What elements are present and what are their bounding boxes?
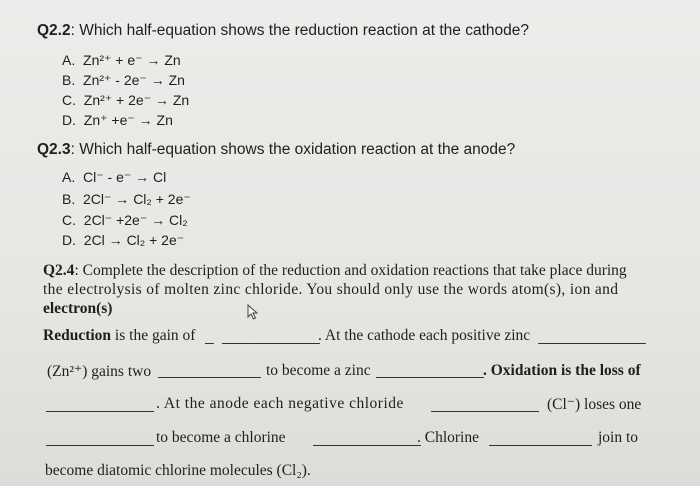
- q23-option-a-letter: A.: [62, 169, 76, 185]
- q22-option-a-text: Zn²⁺ + e⁻ → Zn: [83, 52, 181, 68]
- q23-question: [37, 141, 515, 159]
- q23-text: : Which half-equation shows the oxidation reaction at the anode?: [70, 141, 516, 158]
- q24-intro-line-2: the electrolysis of molten zinc chloride. You should only use the words atom(s), ion and: [43, 281, 619, 298]
- reduction-word: Reduction: [43, 327, 112, 344]
- q23-option-d-text: 2Cl → Cl₂ + 2e⁻: [83, 232, 185, 248]
- answer-blank-9[interactable]: [489, 445, 592, 446]
- answer-blank-3[interactable]: [158, 377, 261, 378]
- q23-option-b-text: 2Cl⁻ → Cl₂ + 2e⁻: [83, 191, 191, 207]
- q22-option-c-text: Zn²⁺ + 2e⁻ → Zn: [83, 92, 190, 108]
- final-sentence: become diatomic chlorine molecules (Cl₂).: [45, 462, 311, 479]
- to-become-chlorine-text: to become a chlorine: [156, 429, 286, 446]
- q23-number: Q2.3: [37, 141, 71, 158]
- q24-intro-line-1: [43, 262, 627, 280]
- q23-option-a[interactable]: [62, 169, 166, 186]
- oxidation-sentence: [483, 362, 641, 380]
- is-gain-of-text: is the gain of: [111, 327, 196, 344]
- q22-option-d-letter: D.: [62, 112, 76, 128]
- anode-text: . At the anode each negative chloride: [156, 395, 404, 412]
- answer-blank-6[interactable]: [431, 411, 539, 412]
- q22-text: : Which half-equation shows the reduction reaction at the cathode?: [70, 22, 530, 39]
- q23-option-b[interactable]: [62, 191, 191, 208]
- answer-blank-1a[interactable]: [205, 343, 214, 344]
- q23-option-c[interactable]: [62, 212, 188, 229]
- q23-option-d[interactable]: [62, 232, 184, 249]
- mouse-cursor-icon: [246, 304, 260, 320]
- q22-option-b-letter: B.: [62, 72, 76, 88]
- q22-option-c-letter: C.: [62, 92, 76, 108]
- to-become-zinc-text: to become a zinc: [266, 362, 371, 379]
- answer-blank-5[interactable]: [46, 411, 154, 412]
- q22-number: Q2.2: [37, 22, 71, 39]
- answer-blank-7[interactable]: [46, 445, 154, 446]
- answer-blank-8[interactable]: [313, 445, 421, 446]
- q22-option-a[interactable]: [62, 52, 181, 69]
- q23-option-b-letter: B.: [62, 191, 76, 207]
- q22-option-b-text: Zn²⁺ - 2e⁻ → Zn: [83, 72, 185, 88]
- q22-option-b[interactable]: [62, 72, 185, 89]
- q23-option-c-text: 2Cl⁻ +2e⁻ → Cl₂: [83, 212, 188, 228]
- q22-option-c[interactable]: [62, 92, 189, 109]
- q23-option-c-letter: C.: [62, 212, 76, 228]
- q22-option-a-letter: A.: [62, 52, 76, 68]
- oxidation-text: . Oxidation is the loss of: [483, 362, 641, 379]
- answer-blank-1[interactable]: [222, 343, 320, 344]
- q22-option-d[interactable]: [62, 112, 173, 129]
- q24-intro-line-3: electron(s): [43, 300, 113, 317]
- cl-ion-text: (Cl⁻) loses one: [547, 396, 642, 413]
- join-to-text: join to: [598, 429, 639, 446]
- q23-option-a-text: Cl⁻ - e⁻ → Cl: [83, 169, 167, 185]
- q24-number: Q2.4: [43, 262, 75, 279]
- chlorine-word: . Chlorine: [417, 429, 479, 446]
- q22-question: [37, 22, 529, 40]
- zn-ion-text: (Zn²⁺) gains two: [47, 363, 152, 380]
- q24-intro-1-text: : Complete the description of the reduction and oxidation reactions that take place during: [74, 262, 627, 279]
- cathode-text: . At the cathode each positive zinc: [318, 327, 531, 344]
- reduction-sentence-start: [43, 327, 195, 345]
- answer-blank-2[interactable]: [538, 343, 646, 344]
- q23-option-d-letter: D.: [62, 232, 76, 248]
- q22-option-d-text: Zn⁺ +e⁻ → Zn: [83, 112, 173, 128]
- answer-blank-4[interactable]: [376, 377, 484, 378]
